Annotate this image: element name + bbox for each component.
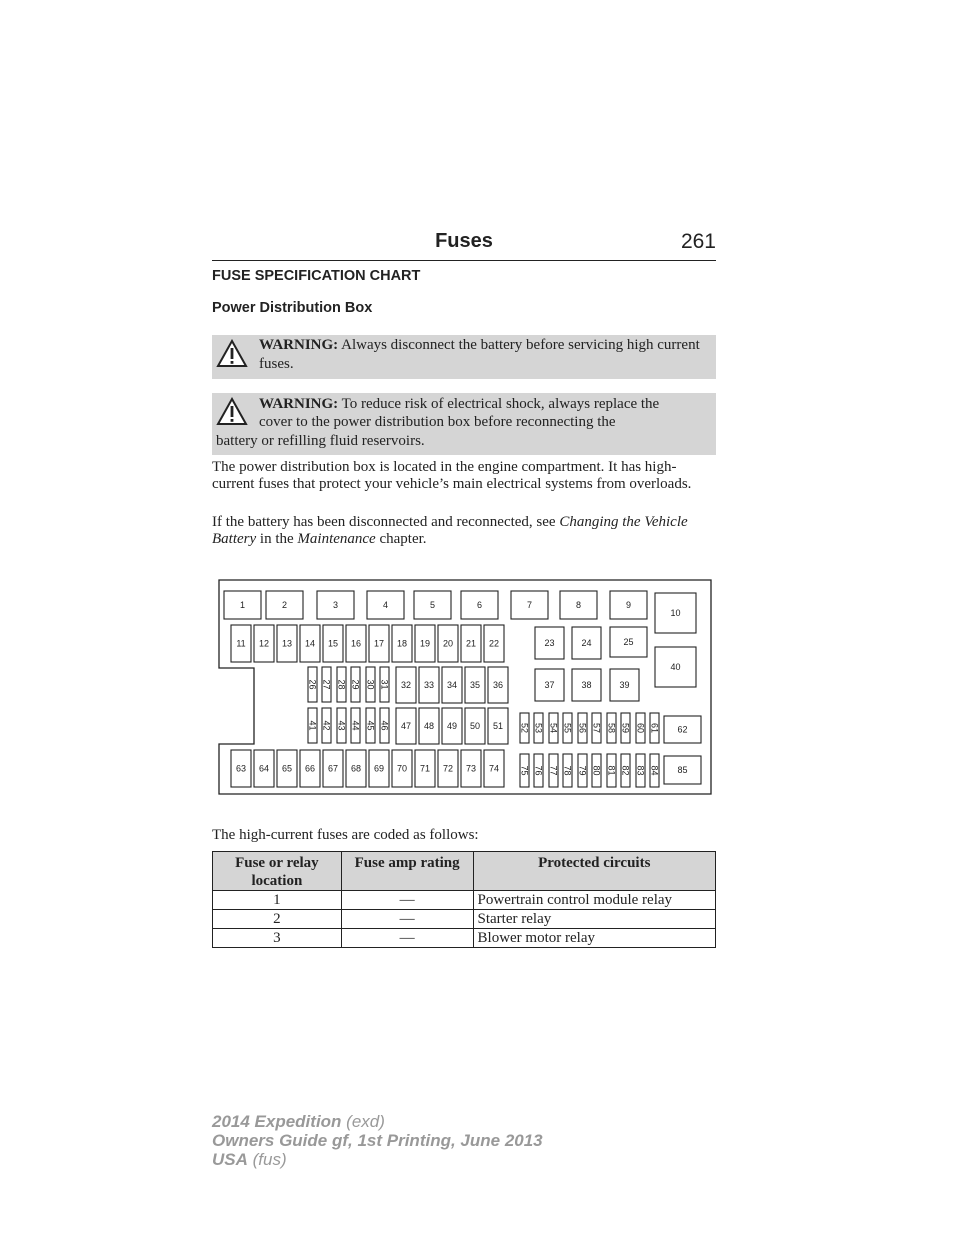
fuse-label-36: 36 xyxy=(492,680,504,690)
warning-body: Always disconnect the battery before servicing high current fuses. xyxy=(259,337,700,372)
fuse-label-77: 77 xyxy=(548,765,559,776)
table-row xyxy=(213,910,716,929)
fuse-label-61: 61 xyxy=(649,722,660,734)
footer-market: USA (fus) xyxy=(212,1150,287,1169)
fuse-label-44: 44 xyxy=(350,720,361,731)
fuse-label-84: 84 xyxy=(649,765,660,776)
fuse-label-49: 49 xyxy=(446,721,458,731)
footer-guide: Owners Guide gf, 1st Printing, June 2013 xyxy=(212,1131,543,1150)
fuse-label-67: 67 xyxy=(327,763,339,774)
warning-triangle-icon xyxy=(216,339,248,369)
warning-box-battery xyxy=(212,335,716,379)
fuse-label-80: 80 xyxy=(591,765,602,776)
fuse-label-78: 78 xyxy=(562,765,573,776)
cell-circuit: Blower motor relay xyxy=(473,929,715,948)
fuse-label-69: 69 xyxy=(373,763,385,774)
fuse-label-24: 24 xyxy=(581,638,592,648)
fuse-label-72: 72 xyxy=(442,763,454,774)
table-row xyxy=(213,929,716,948)
fuse-label-53: 53 xyxy=(533,722,544,734)
cell-location: 2 xyxy=(213,910,342,929)
page-header xyxy=(212,228,716,261)
warning-line-2: cover to the power distribution box before reconnecting the xyxy=(259,414,616,430)
fuse-label-22: 22 xyxy=(488,638,500,649)
fuse-label-6: 6 xyxy=(476,600,483,610)
fuse-label-30: 30 xyxy=(365,679,376,690)
fuse-label-57: 57 xyxy=(591,722,602,734)
warning-line-1: WARNING: To reduce risk of electrical shock, always replace the xyxy=(259,396,660,412)
fuse-label-4: 4 xyxy=(382,600,389,610)
fuse-label-7: 7 xyxy=(526,600,533,610)
fuse-label-45: 45 xyxy=(365,720,376,731)
warning-label: WARNING: xyxy=(259,337,339,353)
table-header-row xyxy=(213,852,716,891)
fuse-label-51: 51 xyxy=(492,721,504,731)
warning-text xyxy=(259,336,711,373)
fuse-label-64: 64 xyxy=(258,763,270,774)
fuse-label-39: 39 xyxy=(619,680,630,690)
fuse-label-74: 74 xyxy=(488,763,500,774)
col-header-circuits: Protected circuits xyxy=(473,852,715,891)
col-header-location: Fuse or relay location xyxy=(213,852,342,891)
fuse-label-14: 14 xyxy=(304,638,316,649)
warning-line-3: battery or refilling fluid reservoirs. xyxy=(216,433,425,449)
fuse-label-23: 23 xyxy=(544,638,555,648)
fuse-label-2: 2 xyxy=(281,600,288,610)
page-footer xyxy=(212,1112,543,1169)
fuse-label-59: 59 xyxy=(620,722,631,734)
fuse-label-54: 54 xyxy=(548,722,559,734)
fuse-label-46: 46 xyxy=(379,720,390,731)
warning-triangle-icon xyxy=(216,397,248,427)
fuse-label-68: 68 xyxy=(350,763,362,774)
fuse-label-41: 41 xyxy=(307,720,318,731)
fuse-label-50: 50 xyxy=(469,721,481,731)
fuse-label-85: 85 xyxy=(677,765,688,775)
fuse-label-28: 28 xyxy=(336,679,347,690)
fuse-label-75: 75 xyxy=(519,765,530,776)
warning-label: WARNING: xyxy=(259,396,339,412)
fuse-label-47: 47 xyxy=(400,721,412,731)
fuse-label-48: 48 xyxy=(423,721,435,731)
subsection-title: Power Distribution Box xyxy=(212,300,373,316)
location-paragraph: The power distribution box is located in the engine compartment. It has high-current fuses that protect your vehicle’s main electrical systems from overloads. xyxy=(212,459,692,492)
page-number: 261 xyxy=(680,230,716,253)
fuse-label-82: 82 xyxy=(620,765,631,776)
fuse-label-42: 42 xyxy=(321,720,332,731)
fuse-label-27: 27 xyxy=(321,679,332,690)
fuse-label-17: 17 xyxy=(373,638,385,649)
fuse-label-3: 3 xyxy=(332,600,339,610)
fuse-label-25: 25 xyxy=(623,637,634,647)
fuse-label-10: 10 xyxy=(670,608,681,618)
fuse-label-16: 16 xyxy=(350,638,362,649)
fuse-label-8: 8 xyxy=(575,600,582,610)
fuse-label-43: 43 xyxy=(336,720,347,731)
maintenance-reference: Maintenance xyxy=(297,531,376,547)
fuse-label-34: 34 xyxy=(446,680,458,690)
cell-circuit: Powertrain control module relay xyxy=(473,891,715,910)
fuse-table xyxy=(212,851,716,948)
fuse-label-71: 71 xyxy=(419,763,431,774)
fuse-label-66: 66 xyxy=(304,763,316,774)
fuse-label-56: 56 xyxy=(577,722,588,734)
fuse-label-1: 1 xyxy=(239,600,246,610)
cell-circuit: Starter relay xyxy=(473,910,715,929)
cell-amp: — xyxy=(341,929,473,948)
fuse-label-37: 37 xyxy=(544,680,555,690)
fuse-label-32: 32 xyxy=(400,680,412,690)
fuse-label-55: 55 xyxy=(562,722,573,734)
fuse-label-21: 21 xyxy=(465,638,477,649)
fuse-label-31: 31 xyxy=(379,679,390,690)
fuse-label-5: 5 xyxy=(429,600,436,610)
fuse-label-58: 58 xyxy=(606,722,617,734)
table-row xyxy=(213,891,716,910)
changing-battery-reference: Changing the Vehicle Battery xyxy=(212,514,688,547)
cell-amp: — xyxy=(341,910,473,929)
cell-amp: — xyxy=(341,891,473,910)
fuse-label-9: 9 xyxy=(625,600,632,610)
fuse-label-73: 73 xyxy=(465,763,477,774)
section-title: FUSE SPECIFICATION CHART xyxy=(212,268,421,284)
fuse-label-18: 18 xyxy=(396,638,408,649)
cell-location: 3 xyxy=(213,929,342,948)
fuse-label-35: 35 xyxy=(469,680,481,690)
fuse-label-79: 79 xyxy=(577,765,588,776)
fuse-label-62: 62 xyxy=(677,724,688,735)
fuse-label-33: 33 xyxy=(423,680,435,690)
col-header-amp: Fuse amp rating xyxy=(341,852,473,891)
fuse-box-diagram xyxy=(218,579,712,795)
fuse-label-76: 76 xyxy=(533,765,544,776)
fuse-label-29: 29 xyxy=(350,679,361,690)
fuse-label-83: 83 xyxy=(635,765,646,776)
fuse-label-12: 12 xyxy=(258,638,270,649)
fuse-label-65: 65 xyxy=(281,763,293,774)
fuse-label-26: 26 xyxy=(307,679,318,690)
fuse-label-15: 15 xyxy=(327,638,339,649)
fuse-label-52: 52 xyxy=(519,722,530,734)
fuse-label-20: 20 xyxy=(442,638,454,649)
page-title: Fuses xyxy=(435,230,493,252)
fuse-label-19: 19 xyxy=(419,638,431,649)
fuse-label-70: 70 xyxy=(396,763,408,774)
cell-location: 1 xyxy=(213,891,342,910)
fuse-label-40: 40 xyxy=(670,662,681,672)
fuse-label-63: 63 xyxy=(235,763,247,774)
footer-model: 2014 Expedition (exd) xyxy=(212,1112,385,1131)
fuse-label-13: 13 xyxy=(281,638,293,649)
table-intro: The high-current fuses are coded as follows: xyxy=(212,827,479,843)
fuse-label-38: 38 xyxy=(581,680,592,690)
battery-paragraph: If the battery has been disconnected and reconnected, see Changing the Vehicle Battery in the Maintenance chapter. xyxy=(212,514,688,547)
fuse-label-11: 11 xyxy=(236,638,246,649)
fuse-label-60: 60 xyxy=(635,722,646,734)
warning-box-shock xyxy=(212,393,716,455)
fuse-label-81: 81 xyxy=(606,765,617,776)
